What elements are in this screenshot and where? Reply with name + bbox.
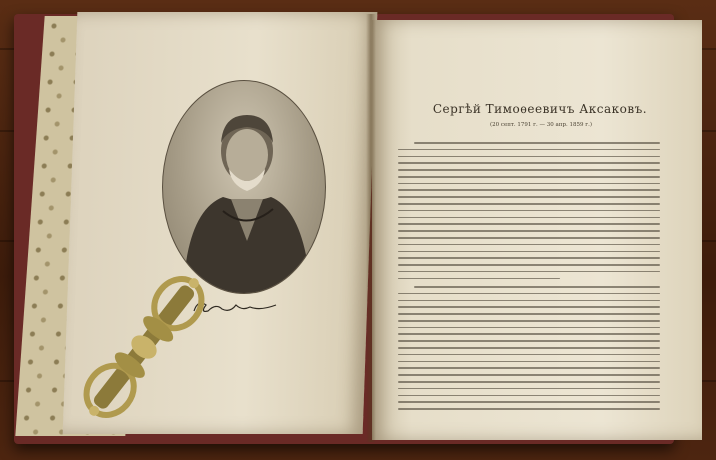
- text-line: [398, 340, 660, 342]
- text-line: [398, 374, 660, 376]
- text-line: [398, 237, 660, 239]
- text-line: [398, 367, 660, 369]
- text-line: [398, 183, 660, 185]
- text-line: [414, 286, 660, 288]
- text-line: [398, 401, 660, 403]
- text-line: [398, 388, 660, 390]
- text-line: [398, 300, 660, 302]
- text-line: [414, 142, 660, 144]
- body-paragraph-2: [398, 286, 660, 415]
- text-line: [398, 354, 660, 356]
- text-line: [398, 293, 660, 295]
- text-line: [398, 162, 660, 164]
- text-line: [398, 149, 660, 151]
- text-line: [398, 408, 660, 410]
- text-line: [398, 210, 660, 212]
- text-line: [398, 278, 560, 280]
- text-line: [398, 306, 660, 308]
- text-line: [398, 196, 660, 198]
- text-line: [398, 313, 660, 315]
- text-line: [398, 333, 660, 335]
- text-line: [398, 230, 660, 232]
- text-line: [398, 347, 660, 349]
- text-line: [398, 203, 660, 205]
- text-line: [398, 189, 660, 191]
- text-line: [398, 264, 660, 266]
- text-line: [398, 251, 660, 253]
- body-paragraph-1: [398, 142, 660, 284]
- text-line: [398, 244, 660, 246]
- text-line: [398, 320, 660, 322]
- text-line: [398, 169, 660, 171]
- text-line: [398, 257, 660, 259]
- text-line: [398, 395, 660, 397]
- text-line: [398, 381, 660, 383]
- text-line: [398, 271, 660, 273]
- page-subtitle: (20 септ. 1791 г. — 30 апр. 1859 г.): [489, 122, 593, 128]
- text-line: [398, 223, 660, 225]
- page-title: Сергѣй Тимоѳеевичъ Аксаковъ.: [432, 102, 648, 116]
- text-line: [398, 327, 660, 329]
- text-line: [398, 217, 660, 219]
- text-line: [398, 156, 660, 158]
- text-line: [398, 176, 660, 178]
- brass-vajra-icon: [44, 262, 244, 432]
- book-gutter: [366, 14, 376, 442]
- text-line: [398, 361, 660, 363]
